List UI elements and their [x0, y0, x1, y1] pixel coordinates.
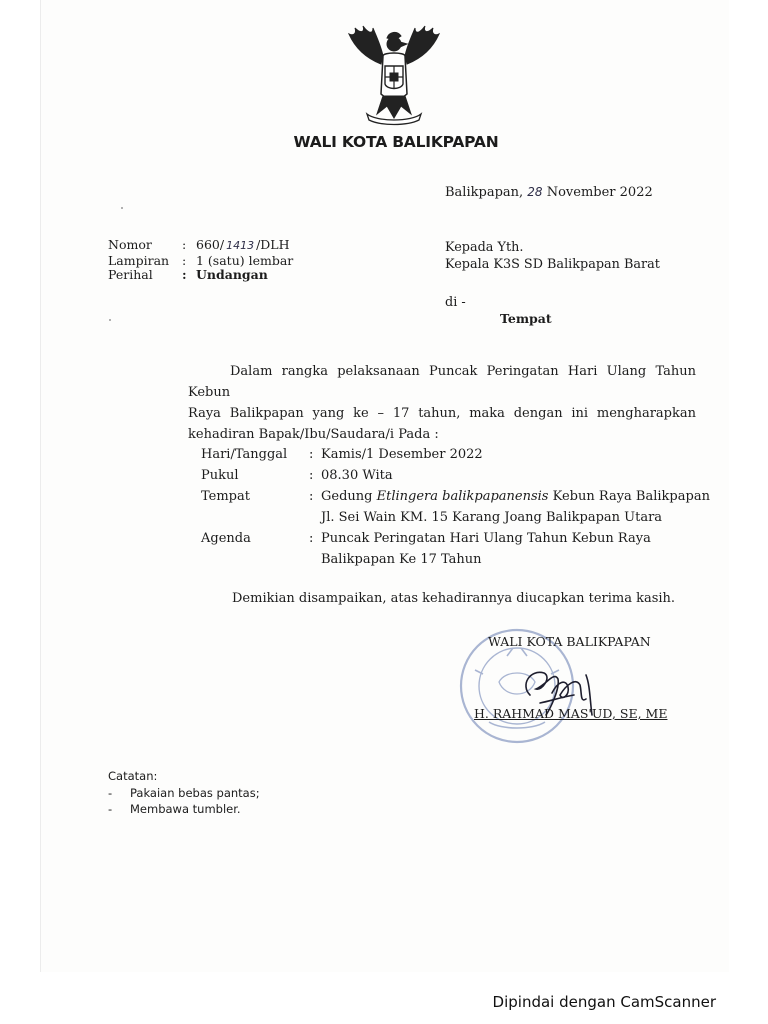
list-item: [108, 785, 260, 802]
perihal-label: Perihal: [108, 267, 153, 282]
body-line-2: Raya Balikpapan yang ke – 17 tahun, maka dengan ini mengharapkan: [188, 406, 696, 421]
list-item: [108, 801, 260, 818]
hari-label: Hari/Tanggal: [201, 447, 288, 462]
meta-row-perihal: [108, 268, 293, 283]
garuda-pancasila-emblem-icon: [343, 22, 445, 126]
meta-row-nomor: [108, 238, 293, 254]
lampiran-label: Lampiran: [108, 252, 170, 268]
recipient-name: Kepala K3S SD Balikpapan Barat: [445, 257, 660, 272]
letterhead-title: WALI KOTA BALIKPAPAN: [293, 133, 499, 151]
tempat-pre: Gedung: [321, 489, 377, 504]
colon: :: [309, 531, 314, 546]
bullet-dash: -: [108, 785, 113, 800]
colon: :: [182, 267, 187, 282]
signatory-name: H. RAHMAD MAS'UD, SE, ME: [474, 706, 668, 721]
note-text: Pakaian bebas pantas;: [130, 785, 260, 800]
agenda-label: Agenda: [201, 531, 251, 546]
closing-sentence: Demikian disampaikan, atas kehadirannya diucapkan terima kasih.: [232, 591, 676, 606]
date-day-handwritten: 28: [527, 185, 543, 199]
event-details: [201, 444, 711, 570]
perihal-value: Undangan: [196, 267, 268, 282]
agenda-line-1: Puncak Peringatan Hari Ulang Tahun Kebun Raya: [321, 531, 651, 546]
scan-speck: [121, 207, 123, 209]
nomor-label: Nomor: [108, 237, 152, 252]
notes-heading: Catatan:: [108, 769, 158, 783]
detail-row-tempat: [201, 486, 711, 528]
letter-meta: [108, 238, 293, 283]
recipient-block: [445, 239, 660, 273]
letter-body: [188, 361, 696, 445]
note-text: Membawa tumbler.: [130, 802, 241, 816]
letter-date: [445, 185, 653, 200]
tempat-label: Tempat: [201, 489, 250, 504]
tempat-address: Jl. Sei Wain KM. 15 Karang Joang Balikpapan Utara: [321, 510, 663, 525]
detail-row-agenda: [201, 528, 711, 570]
body-line-1: Dalam rangka pelaksanaan Puncak Peringatan Hari Ulang Tahun Kebun: [188, 364, 696, 400]
tempat-species: Etlingera balikpapanensis: [376, 489, 549, 504]
nomor-prefix: 660/: [196, 237, 225, 252]
date-month-year: November 2022: [546, 185, 653, 200]
meta-row-lampiran: [108, 254, 293, 269]
date-place: Balikpapan,: [445, 185, 524, 200]
scanner-watermark: Dipindai dengan CamScanner: [492, 993, 716, 1011]
body-line-3: kehadiran Bapak/Ibu/Saudara/i Pada :: [188, 427, 439, 442]
colon: :: [309, 468, 314, 483]
pukul-value: 08.30 Wita: [321, 468, 393, 483]
lampiran-value: 1 (satu) lembar: [196, 252, 294, 268]
notes-section: [108, 768, 260, 818]
detail-row-pukul: [201, 465, 711, 486]
colon: :: [182, 237, 187, 252]
agenda-value: [321, 528, 711, 570]
recipient-di: di -: [445, 295, 466, 310]
scan-speck: [109, 319, 111, 321]
recipient-greeting: Kepada Yth.: [445, 240, 524, 255]
nomor-handwritten: 1413: [226, 239, 255, 252]
detail-row-hari: [201, 444, 711, 465]
recipient-tempat: Tempat: [500, 311, 552, 326]
tempat-value: [321, 486, 711, 528]
colon: :: [309, 489, 314, 504]
agenda-line-2: Balikpapan Ke 17 Tahun: [321, 552, 482, 567]
bullet-dash: -: [108, 802, 113, 816]
nomor-value: [196, 238, 290, 254]
colon: :: [309, 447, 314, 462]
signatory-title: WALI KOTA BALIKPAPAN: [488, 634, 651, 649]
nomor-suffix: /DLH: [256, 237, 290, 252]
colon: :: [182, 252, 187, 268]
hari-value: Kamis/1 Desember 2022: [321, 447, 483, 462]
tempat-post: Kebun Raya Balikpapan: [548, 489, 710, 504]
pukul-label: Pukul: [201, 468, 239, 483]
